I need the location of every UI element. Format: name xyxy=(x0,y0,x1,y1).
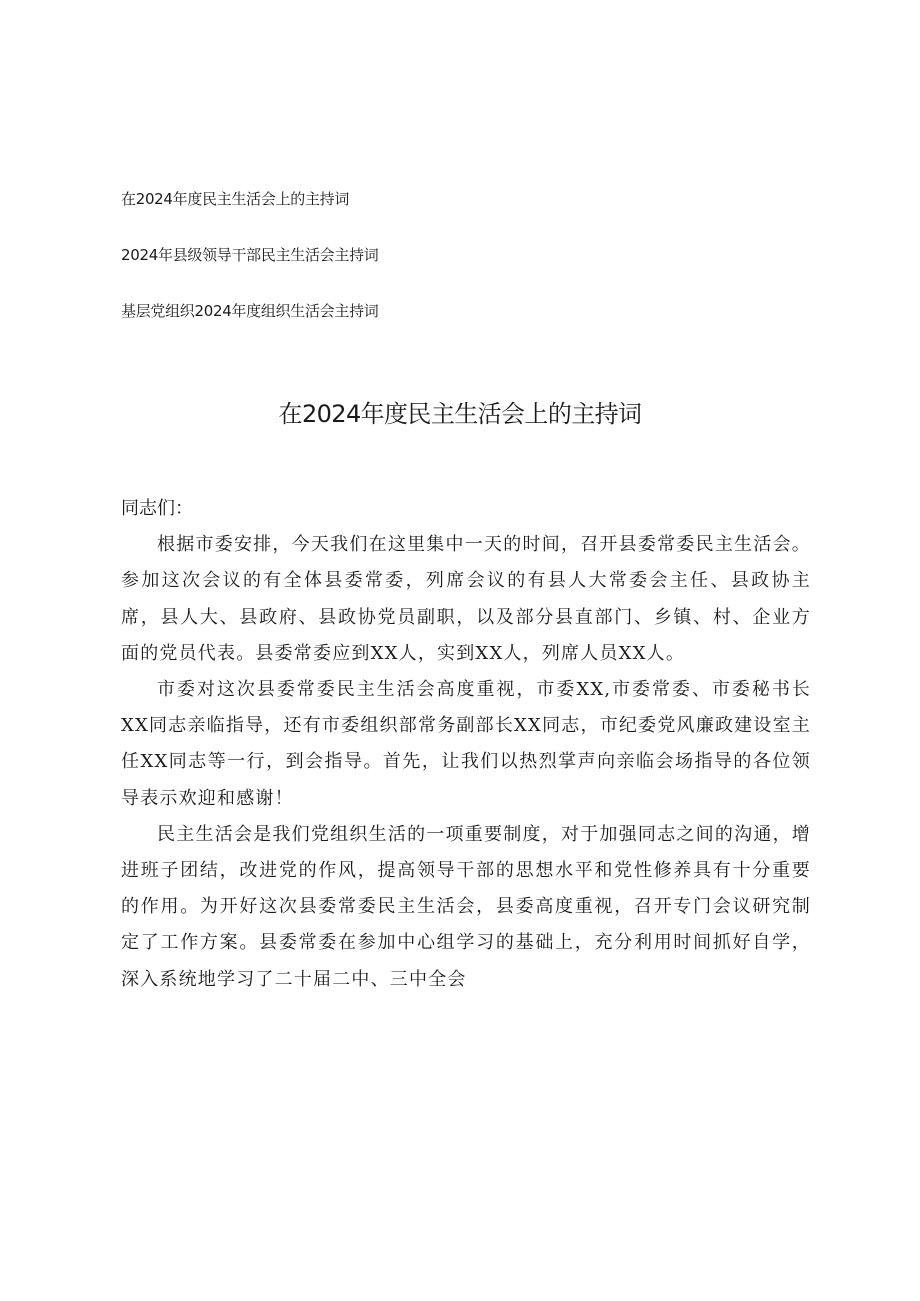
document-title: 在2024年度民主生活会上的主持词 xyxy=(278,400,642,428)
document-body xyxy=(121,491,811,998)
toc-item: 基层党组织2024年度组织生活会主持词 xyxy=(121,302,379,320)
paragraph: 根据市委安排，今天我们在这里集中一天的时间，召开县委常委民主生活会。参加这次会议的有全体县委常委，列席会议的有县人大常委会主任、县政协主席，县人大、县政府、县政协党员副职，以及部分县直部门、乡镇、村、企业方面的党员代表。县委常委应到XX人，实到XX人，列席人员XX人。 xyxy=(121,534,811,664)
toc-item: 在2024年度民主生活会上的主持词 xyxy=(121,190,350,208)
paragraph: 民主生活会是我们党组织生活的一项重要制度，对于加强同志之间的沟通，增进班子团结，改进党的作风，提高领导干部的思想水平和党性修养具有十分重要的作用。为开好这次县委常委民主生活会，县委高度重视，召开专门会议研究制定了工作方案。县委常委在参加中心组学习的基础上，充分利用时间抓好自学，深入系统地学习了二十届二中、三中全会 xyxy=(121,823,811,990)
table-of-contents xyxy=(121,188,801,356)
toc-item: 2024年县级领导干部民主生活会主持词 xyxy=(121,246,379,264)
paragraph: 市委对这次县委常委民主生活会高度重视，市委XX,市委常委、市委秘书长XX同志亲临指导，还有市委组织部常务副部长XX同志，市纪委党风廉政建设室主任XX同志等一行，到会指导。首先，让我们以热烈掌声向亲临会场指导的各位领导表示欢迎和感谢！ xyxy=(121,679,811,809)
salutation: 同志们： xyxy=(121,498,193,519)
